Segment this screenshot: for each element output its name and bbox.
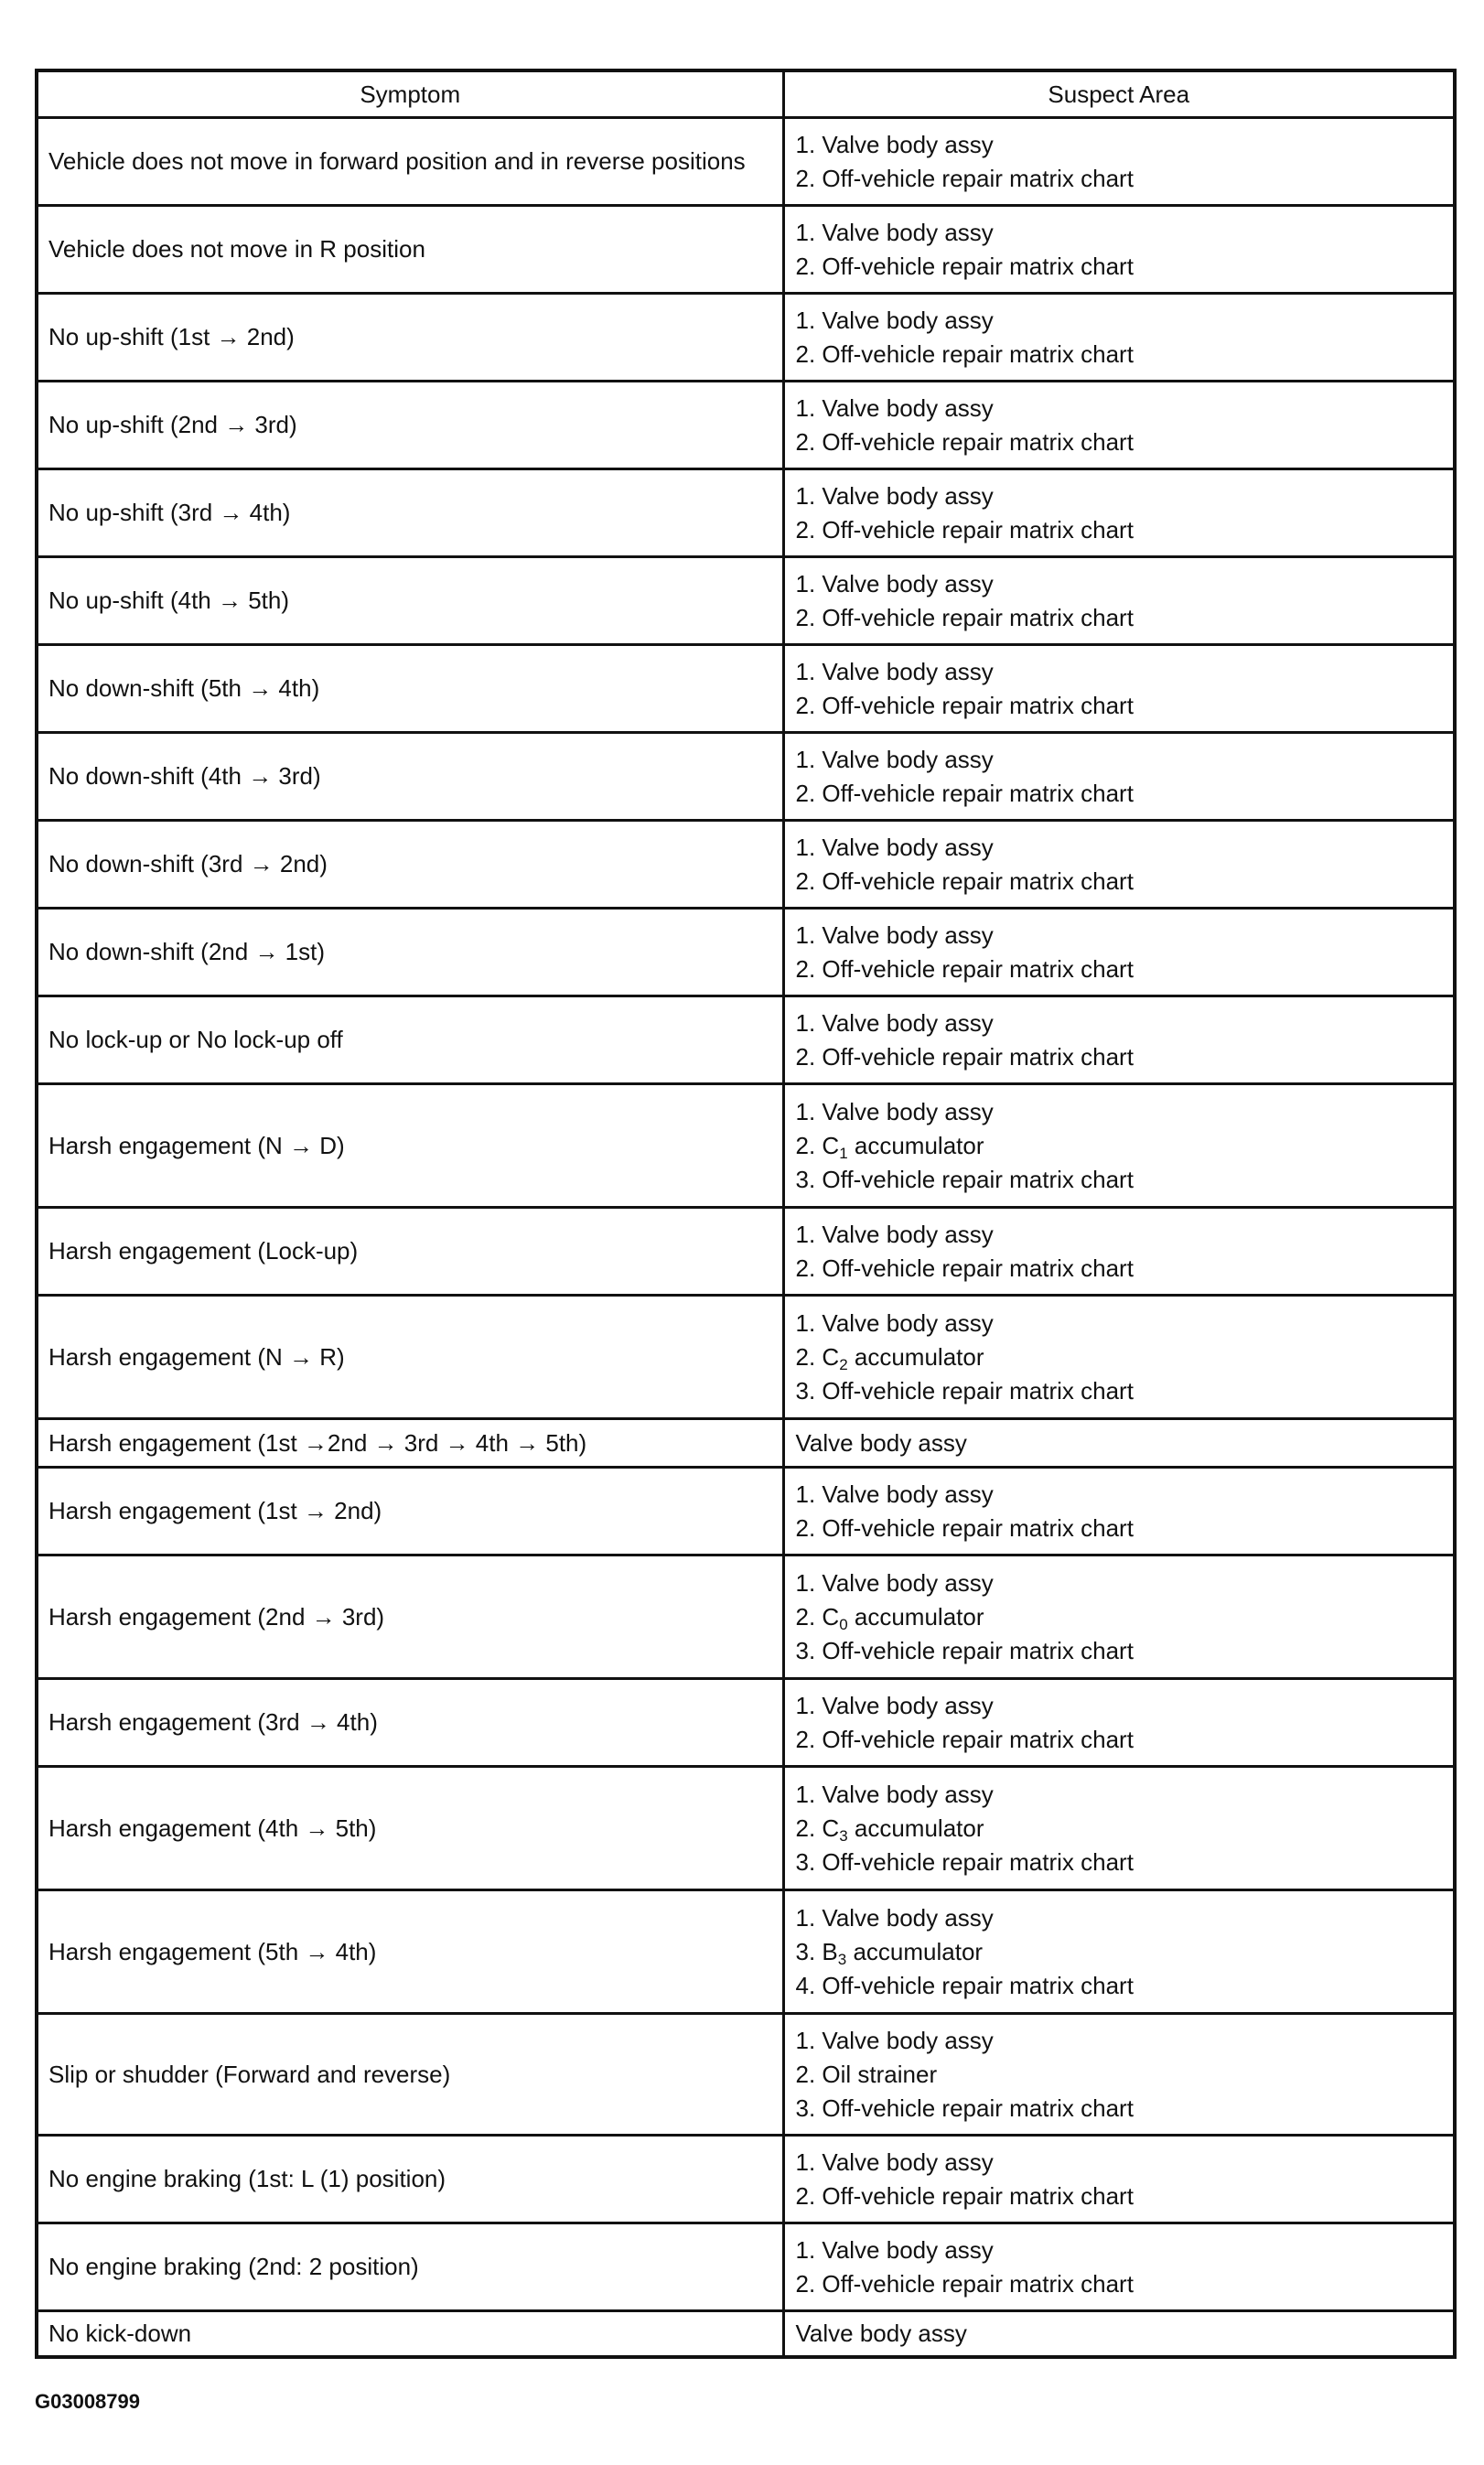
suspect-area-cell bbox=[783, 1419, 1455, 1468]
symptom-cell: No down-shift (5th → 4th) bbox=[37, 645, 783, 733]
suspect-area-item: 1. Valve body assy bbox=[795, 1480, 994, 1508]
suspect-area-item: 1. Valve body assy bbox=[795, 657, 994, 685]
suspect-area-item: 1. Valve body assy bbox=[795, 1691, 994, 1719]
table-row bbox=[37, 557, 1455, 645]
suspect-area-item: 2. Off-vehicle repair matrix chart bbox=[795, 339, 1134, 368]
suspect-area-item: 1. Valve body assy bbox=[795, 2235, 994, 2264]
suspect-area-item: 1. Valve body assy bbox=[795, 481, 994, 510]
suspect-area-item: 1. Valve body assy bbox=[795, 1220, 994, 1248]
suspect-area-item: 3. Off-vehicle repair matrix chart bbox=[795, 2094, 1134, 2122]
table-row bbox=[37, 118, 1455, 206]
suspect-area-cell bbox=[783, 2136, 1455, 2223]
suspect-area-item: 2. Off-vehicle repair matrix chart bbox=[795, 2269, 1134, 2298]
suspect-area-item: 3. Off-vehicle repair matrix chart bbox=[795, 1636, 1134, 1664]
suspect-area-cell bbox=[783, 2223, 1455, 2311]
suspect-area-item: 2. Off-vehicle repair matrix chart bbox=[795, 1042, 1134, 1071]
suspect-area-cell bbox=[783, 2014, 1455, 2136]
figure-code: G03008799 bbox=[35, 2390, 140, 2413]
symptom-cell: No up-shift (1st → 2nd) bbox=[37, 294, 783, 382]
suspect-area-item: 1. Valve body assy bbox=[795, 1903, 994, 1932]
suspect-area-cell bbox=[783, 1890, 1455, 2014]
suspect-area-item: 3. Off-vehicle repair matrix chart bbox=[795, 1165, 1134, 1193]
suspect-area-cell bbox=[783, 206, 1455, 294]
symptom-cell: No down-shift (2nd → 1st) bbox=[37, 909, 783, 996]
suspect-area-item: 2. Off-vehicle repair matrix chart bbox=[795, 691, 1134, 719]
symptom-table bbox=[35, 69, 1457, 2359]
suspect-area-cell bbox=[783, 2311, 1455, 2357]
suspect-area-item: 2. Off-vehicle repair matrix chart bbox=[795, 779, 1134, 807]
suspect-area-item: 2. Off-vehicle repair matrix chart bbox=[795, 1513, 1134, 1542]
table-row bbox=[37, 733, 1455, 821]
table-row bbox=[37, 469, 1455, 557]
suspect-area-item: 2. Off-vehicle repair matrix chart bbox=[795, 515, 1134, 544]
suspect-area-cell bbox=[783, 645, 1455, 733]
symptom-cell: No up-shift (2nd → 3rd) bbox=[37, 382, 783, 469]
table-header-row bbox=[37, 70, 1455, 118]
symptom-cell: No up-shift (4th → 5th) bbox=[37, 557, 783, 645]
table-row bbox=[37, 1555, 1455, 1679]
suspect-area-item: 3. Off-vehicle repair matrix chart bbox=[795, 1376, 1134, 1405]
suspect-area-item: 2. Off-vehicle repair matrix chart bbox=[795, 867, 1134, 895]
symptom-cell: No down-shift (4th → 3rd) bbox=[37, 733, 783, 821]
table-row bbox=[37, 821, 1455, 909]
table-row bbox=[37, 1679, 1455, 1767]
table-row bbox=[37, 206, 1455, 294]
symptom-cell: Vehicle does not move in R position bbox=[37, 206, 783, 294]
symptom-cell: Harsh engagement (2nd → 3rd) bbox=[37, 1555, 783, 1679]
suspect-area-item: 2. $C_2$ accumulator bbox=[795, 1342, 984, 1373]
suspect-area-item: 2. $C_1$ accumulator bbox=[795, 1131, 984, 1162]
suspect-area-item: 4. Off-vehicle repair matrix chart bbox=[795, 1971, 1134, 1999]
table-row bbox=[37, 1468, 1455, 1555]
suspect-area-cell bbox=[783, 557, 1455, 645]
table-row bbox=[37, 1767, 1455, 1890]
suspect-area-cell bbox=[783, 1679, 1455, 1767]
suspect-area-item: 1. Valve body assy bbox=[795, 1097, 994, 1125]
column-header-suspect-area: Suspect Area bbox=[783, 70, 1455, 118]
column-header-symptom: Symptom bbox=[37, 70, 783, 118]
suspect-area-item: 2. $C_0$ accumulator bbox=[795, 1602, 984, 1633]
suspect-area-item: 1. Valve body assy bbox=[795, 130, 994, 158]
table-row bbox=[37, 996, 1455, 1084]
suspect-area-item: 1. Valve body assy bbox=[795, 218, 994, 246]
symptom-cell: Harsh engagement (1st → 2nd) bbox=[37, 1468, 783, 1555]
table-row bbox=[37, 2223, 1455, 2311]
suspect-area-cell bbox=[783, 821, 1455, 909]
table-row bbox=[37, 1208, 1455, 1296]
table-row bbox=[37, 2311, 1455, 2357]
suspect-area-cell bbox=[783, 382, 1455, 469]
suspect-area-item: 1. Valve body assy bbox=[795, 393, 994, 422]
suspect-area-item: 1. Valve body assy bbox=[795, 2147, 994, 2176]
table-row bbox=[37, 1084, 1455, 1208]
suspect-area-cell bbox=[783, 1296, 1455, 1419]
suspect-area-cell bbox=[783, 294, 1455, 382]
suspect-area-item: 2. Off-vehicle repair matrix chart bbox=[795, 427, 1134, 456]
suspect-area-item: 1. Valve body assy bbox=[795, 920, 994, 949]
suspect-area-item: 1. Valve body assy bbox=[795, 1568, 994, 1597]
table-row bbox=[37, 294, 1455, 382]
suspect-area-item: 1. Valve body assy bbox=[795, 745, 994, 773]
suspect-area-item: 2. Off-vehicle repair matrix chart bbox=[795, 1254, 1134, 1282]
symptom-cell: No engine braking (2nd: 2 position) bbox=[37, 2223, 783, 2311]
symptom-cell: No down-shift (3rd → 2nd) bbox=[37, 821, 783, 909]
table-row bbox=[37, 1890, 1455, 2014]
symptom-cell: Harsh engagement (1st →2nd → 3rd → 4th → 5th) bbox=[37, 1419, 783, 1468]
symptom-cell: Harsh engagement (Lock-up) bbox=[37, 1208, 783, 1296]
suspect-area-item: 2. Off-vehicle repair matrix chart bbox=[795, 2181, 1134, 2210]
symptom-cell: Vehicle does not move in forward position and in reverse positions bbox=[37, 118, 783, 206]
suspect-area-item: 1. Valve body assy bbox=[795, 306, 994, 334]
table-row bbox=[37, 382, 1455, 469]
table-row bbox=[37, 909, 1455, 996]
suspect-area-item: 2. Off-vehicle repair matrix chart bbox=[795, 954, 1134, 983]
suspect-area-cell bbox=[783, 1767, 1455, 1890]
suspect-area-item: 2. Off-vehicle repair matrix chart bbox=[795, 164, 1134, 192]
symptom-cell: No kick-down bbox=[37, 2311, 783, 2357]
symptom-cell: Harsh engagement (3rd → 4th) bbox=[37, 1679, 783, 1767]
symptom-cell: Harsh engagement (N → D) bbox=[37, 1084, 783, 1208]
table-row bbox=[37, 645, 1455, 733]
table-row bbox=[37, 2136, 1455, 2223]
suspect-area-item: Valve body assy bbox=[795, 2319, 967, 2347]
table-row bbox=[37, 1296, 1455, 1419]
suspect-area-cell bbox=[783, 1084, 1455, 1208]
suspect-area-item: 2. Off-vehicle repair matrix chart bbox=[795, 603, 1134, 631]
symptom-cell: Harsh engagement (5th → 4th) bbox=[37, 1890, 783, 2014]
suspect-area-cell bbox=[783, 733, 1455, 821]
suspect-area-item: 2. Off-vehicle repair matrix chart bbox=[795, 1725, 1134, 1753]
suspect-area-cell bbox=[783, 1468, 1455, 1555]
troubleshooting-document bbox=[35, 69, 1457, 2359]
suspect-area-item: 3. $B_3$ accumulator bbox=[795, 1937, 984, 1968]
table-row bbox=[37, 1419, 1455, 1468]
table-body bbox=[37, 118, 1455, 2357]
suspect-area-item: Valve body assy bbox=[795, 1428, 967, 1457]
symptom-cell: Harsh engagement (4th → 5th) bbox=[37, 1767, 783, 1890]
suspect-area-cell bbox=[783, 1208, 1455, 1296]
symptom-cell: No engine braking (1st: L (1) position) bbox=[37, 2136, 783, 2223]
symptom-cell: Slip or shudder (Forward and reverse) bbox=[37, 2014, 783, 2136]
suspect-area-item: 1. Valve body assy bbox=[795, 1008, 994, 1037]
suspect-area-cell bbox=[783, 1555, 1455, 1679]
suspect-area-item: 2. Oil strainer bbox=[795, 2060, 938, 2088]
suspect-area-item: 2. Off-vehicle repair matrix chart bbox=[795, 252, 1134, 280]
suspect-area-item: 1. Valve body assy bbox=[795, 833, 994, 861]
suspect-area-item: 1. Valve body assy bbox=[795, 1308, 994, 1337]
suspect-area-item: 1. Valve body assy bbox=[795, 2026, 994, 2054]
symptom-cell: Harsh engagement (N → R) bbox=[37, 1296, 783, 1419]
suspect-area-item: 3. Off-vehicle repair matrix chart bbox=[795, 1847, 1134, 1876]
suspect-area-item: 1. Valve body assy bbox=[795, 1780, 994, 1808]
suspect-area-cell bbox=[783, 909, 1455, 996]
symptom-cell: No up-shift (3rd → 4th) bbox=[37, 469, 783, 557]
suspect-area-cell bbox=[783, 996, 1455, 1084]
suspect-area-cell bbox=[783, 469, 1455, 557]
table-row bbox=[37, 2014, 1455, 2136]
symptom-cell: No lock-up or No lock-up off bbox=[37, 996, 783, 1084]
suspect-area-item: 1. Valve body assy bbox=[795, 569, 994, 597]
suspect-area-item: 2. $C_3$ accumulator bbox=[795, 1814, 984, 1845]
suspect-area-cell bbox=[783, 118, 1455, 206]
